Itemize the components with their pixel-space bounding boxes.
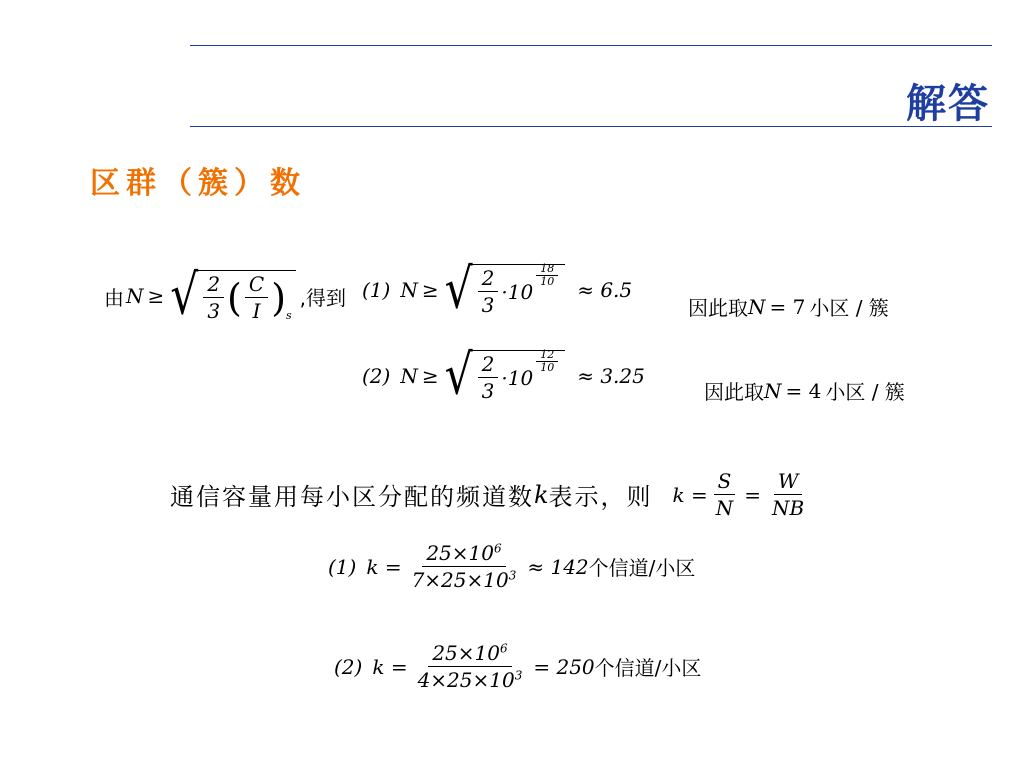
case-2-formula: (2) N ≥ √ 2 3 ·10 12 10 ≈ 3.25 <box>362 343 645 408</box>
section-heading: 区群（簇）数 <box>90 166 306 201</box>
exponent-fraction: 12 10 <box>536 349 558 374</box>
k-case-1: (1) k = $\frac{25\times 10^6}{7\times 25\times 10^3}$ ≈ 142 个信道/小区 <box>328 541 696 592</box>
radical-sign: √ <box>170 263 199 328</box>
subscript-s: s <box>286 309 292 322</box>
k-case-2: (2) k = $\frac{25\times 10^6}{4\times 25\times 10^3}$ = 250 个信道/小区 <box>334 641 702 692</box>
formula-suffix: ,得到 <box>299 285 347 310</box>
capacity-sentence: 通信容量用每小区分配的频道数 k 表示，则 k = $\frac{S}{N}$ = $\frac{W}{NB}$ <box>170 470 811 519</box>
slide-title: 解答 <box>906 81 990 127</box>
fraction-two-thirds: 2 3 <box>203 273 224 322</box>
fraction-c-over-i: C I <box>245 273 268 322</box>
case-1-formula: (1) N ≥ √ 2 3 ·10 18 10 ≈ 6.5 <box>362 257 633 322</box>
exponent-fraction: 18 10 <box>536 263 558 288</box>
radicand: 2 3 ( C I ) s <box>196 270 295 322</box>
fraction-w-over-nb: $\frac{W}{NB}$ <box>772 469 805 520</box>
formula-sqrt <box>170 263 295 328</box>
case-2-conclusion: 因此取 N = 4 小区 / 簇 <box>704 378 905 404</box>
formula-n: N <box>126 284 144 308</box>
formula-ge: ≥ <box>147 284 165 308</box>
top-rule <box>190 45 992 46</box>
fraction-s-over-n: $\frac{S}{N}$ <box>712 470 738 519</box>
case-1-conclusion: 因此取 N = 7 小区 / 簇 <box>688 294 889 320</box>
title-underline <box>190 126 992 127</box>
formula-prefix: 由 <box>104 285 124 310</box>
formula-condition <box>104 263 347 328</box>
